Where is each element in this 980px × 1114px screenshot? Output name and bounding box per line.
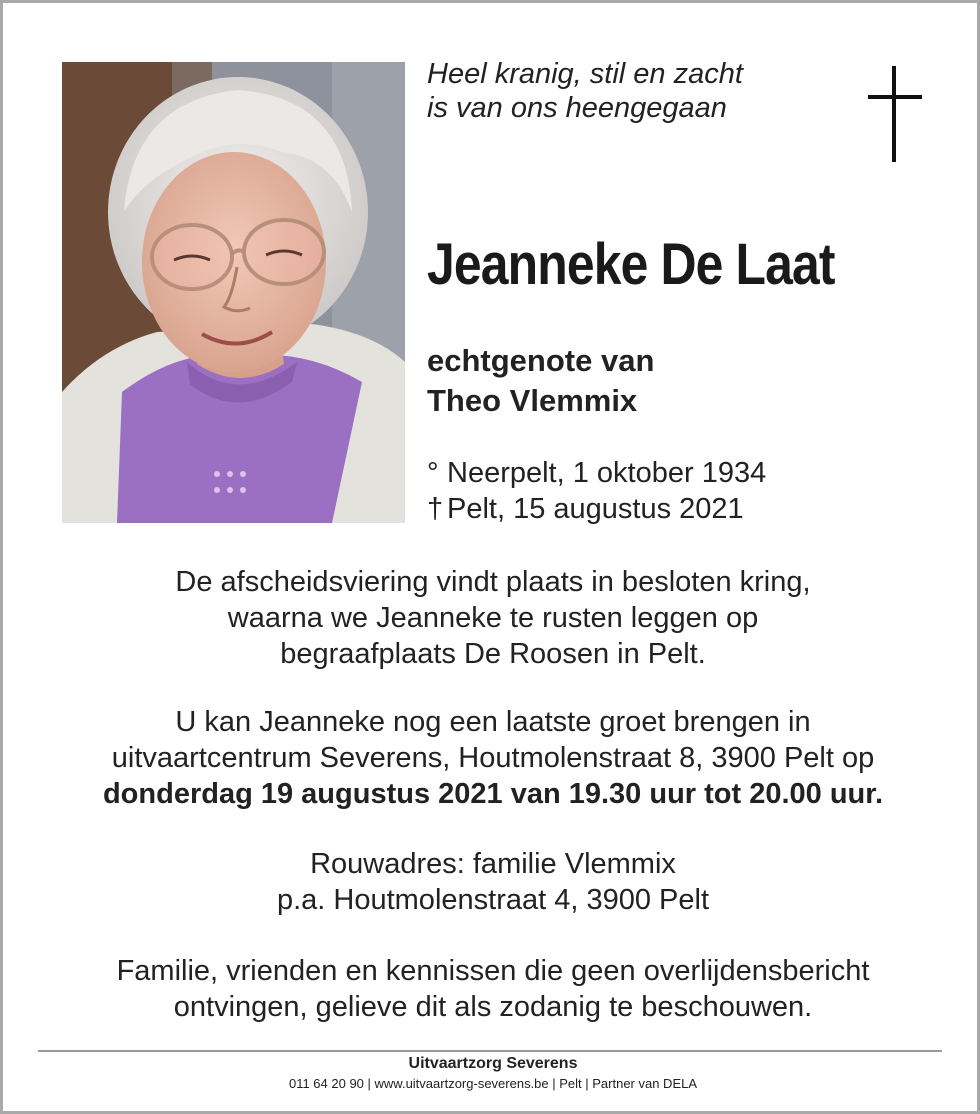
ceremony-line: De afscheidsviering vindt plaats in besloten kring,: [175, 566, 811, 598]
spouse-label: echtgenote van: [427, 343, 655, 378]
birth-symbol: °: [427, 457, 439, 489]
visitation-paragraph: [3, 704, 980, 812]
address-paragraph: [3, 846, 980, 918]
ceremony-paragraph: [3, 564, 980, 672]
visitation-datetime: donderdag 19 augustus 2021 van 19.30 uur tot 20.00 uur.: [102, 778, 884, 810]
life-dates: [427, 455, 766, 527]
notice-line: ontvingen, gelieve dit als zodanig te beschouwen.: [173, 991, 813, 1023]
notice-paragraph: [3, 953, 980, 1025]
funeral-company-info: 011 64 20 90 | www.uitvaartzorg-severens.be | Pelt | Partner van DELA: [288, 1076, 698, 1091]
ceremony-line: begraafplaats De Roosen in Pelt.: [280, 638, 706, 670]
visitation-line: uitvaartcentrum Severens, Houtmolenstraat 8, 3900 Pelt op: [111, 742, 875, 774]
motto: [427, 57, 847, 125]
portrait-illustration: [62, 62, 405, 523]
cross-icon: [865, 66, 925, 162]
address-line: p.a. Houtmolenstraat 4, 3900 Pelt: [276, 884, 710, 916]
deceased-name: Jeanneke De Laat: [427, 232, 835, 297]
motto-line: Heel kranig, stil en zacht: [427, 58, 743, 90]
spouse-block: [427, 341, 654, 421]
ceremony-line: waarna we Jeanneke te rusten leggen op: [227, 602, 759, 634]
birth-line: [427, 455, 766, 491]
death-line: [427, 491, 766, 527]
spouse-name: Theo Vlemmix: [427, 383, 638, 418]
notice-line: Familie, vrienden en kennissen die geen overlijdensbericht: [116, 955, 870, 987]
visitation-line: U kan Jeanneke nog een laatste groet brengen in: [175, 706, 811, 738]
address-line: Rouwadres: familie Vlemmix: [310, 848, 676, 880]
portrait-photo: [62, 62, 405, 523]
death-date: Pelt, 15 augustus 2021: [447, 493, 744, 525]
birth-date: Neerpelt, 1 oktober 1934: [447, 457, 767, 489]
footer-divider: [38, 1050, 942, 1052]
death-symbol: †: [427, 493, 444, 525]
motto-line: is van ons heengegaan: [427, 92, 727, 124]
funeral-company-name: Uitvaartzorg Severens: [408, 1055, 578, 1072]
